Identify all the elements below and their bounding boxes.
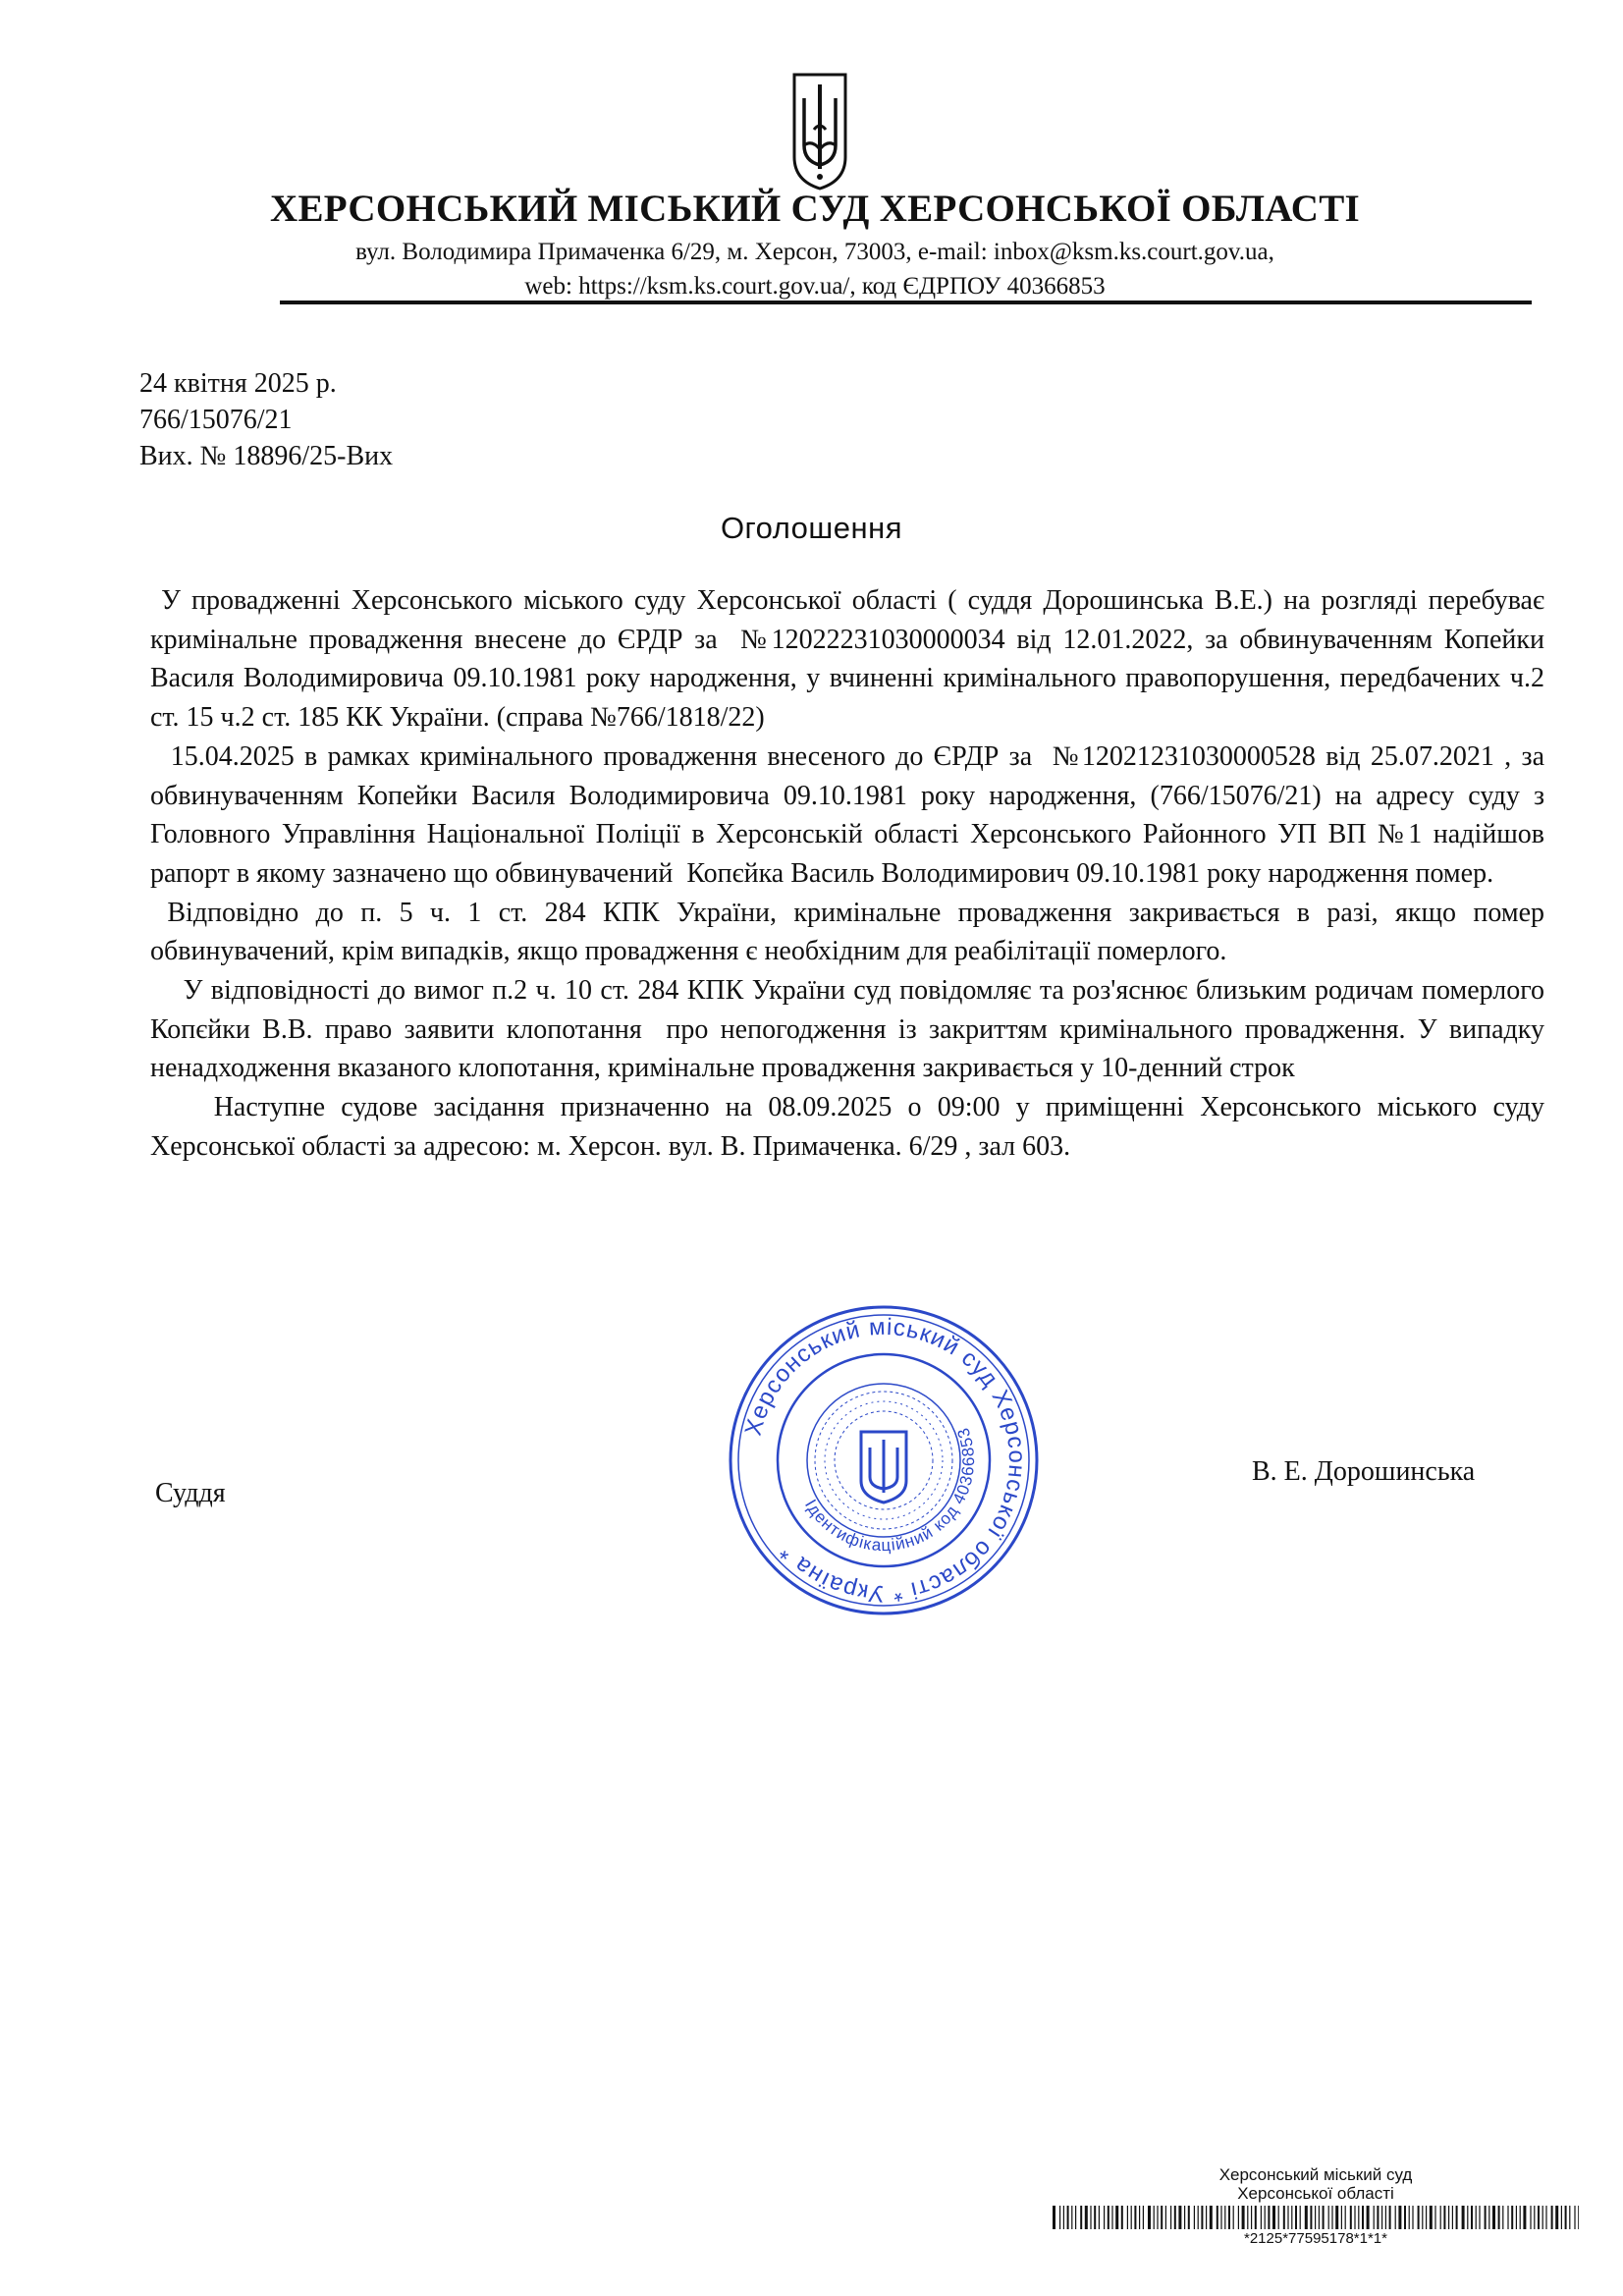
court-seal-stamp (722, 1298, 1046, 1622)
coat-of-arms-icon (790, 71, 849, 192)
signature-role: Суддя (155, 1478, 226, 1508)
registration-region: Херсонської області (1237, 2184, 1394, 2203)
paragraph: У провадженні Херсонського міського суду Херсонської області ( суддя Дорошинська В.Е.) на розгляді перебуває кримінальне провадження внесене до ЄРДР за №12022231030000034 від 12.01.2022, за обвинуваченням Копейки Василя Володимировича 09.10.1981 року народження, у вчиненні кримінального правопорушення, передбачених ч.2 ст. 15 ч.2 ст. 185 КК України. (справа №766/1818/22) (150, 585, 1551, 734)
barcode-number: *2125*77595178*1*1* (1244, 2230, 1387, 2247)
registration-court: Херсонський міський суд (1218, 2165, 1413, 2184)
header-divider (280, 301, 1532, 304)
case-number: 766/15076/21 (139, 405, 293, 435)
court-name: ХЕРСОНСЬКИЙ МІСЬКИЙ СУД ХЕРСОНСЬКОЇ ОБЛАСТІ (269, 188, 1361, 230)
paragraph: Наступне судове засідання призначенно на 08.09.2025 о 09:00 у приміщенні Херсонського міського суду Херсонської області за адресою: м. Херсон. вул. В. Примаченка. 6/29 , зал 603. (150, 1092, 1551, 1162)
document-meta (139, 365, 393, 474)
barcode (1053, 2206, 1579, 2229)
court-web-code: web: https://ksm.ks.court.gov.ua/, код ЄДРПОУ 40366853 (524, 273, 1106, 300)
court-address: вул. Володимира Примаченка 6/29, м. Херсон, 73003, e-mail: inbox@ksm.ks.court.gov.ua, (355, 239, 1274, 265)
document-title: Оголошення (720, 511, 903, 545)
document-body (150, 581, 1552, 1167)
seal-outer-text: Херсонський міський суд Херсонської області * Україна * (739, 1313, 1031, 1608)
document-date: 24 квітня 2025 р. (139, 368, 337, 399)
paragraph: Відповідно до п. 5 ч. 1 ст. 284 КПК України, кримінальне провадження закривається в разі, якщо помер обвинувачений, крім випадків, якщо провадження є необхідним для реабілітації померлого. (150, 897, 1551, 967)
seal-inner-text: Ідентифікаційний код 40366853 (800, 1424, 979, 1556)
outgoing-number: Вих. № 18896/25-Вих (139, 441, 394, 471)
signature-name: В. Е. Дорошинська (1252, 1456, 1476, 1487)
paragraph: У відповідності до вимог п.2 ч. 10 ст. 284 КПК України суд повідомляє та роз'яснює близьким родичам померлого Копєйки В.В. право заявити клопотання про непогодження із закриттям кримінального провадження. У випадку ненадходження вказаного клопотання, кримінальне провадження закривається у 10-денний строк (150, 975, 1552, 1084)
registration-stamp (1051, 2165, 1581, 2203)
paragraph: 15.04.2025 в рамках кримінального провадження внесеного до ЄРДР за №12021231030000528 від 25.07.2021 , за обвинуваченням Копейки Василя Володимировича 09.10.1981 року народження, (766/15076/21) на адресу суду з Головного Управління Національної Поліції в Херсонській області Херсонського Районного УП ВП №1 надійшов рапорт в якому зазначено що обвинувачений Копєйка Василь Володимирович 09.10.1981 року народження помер. (150, 740, 1552, 889)
